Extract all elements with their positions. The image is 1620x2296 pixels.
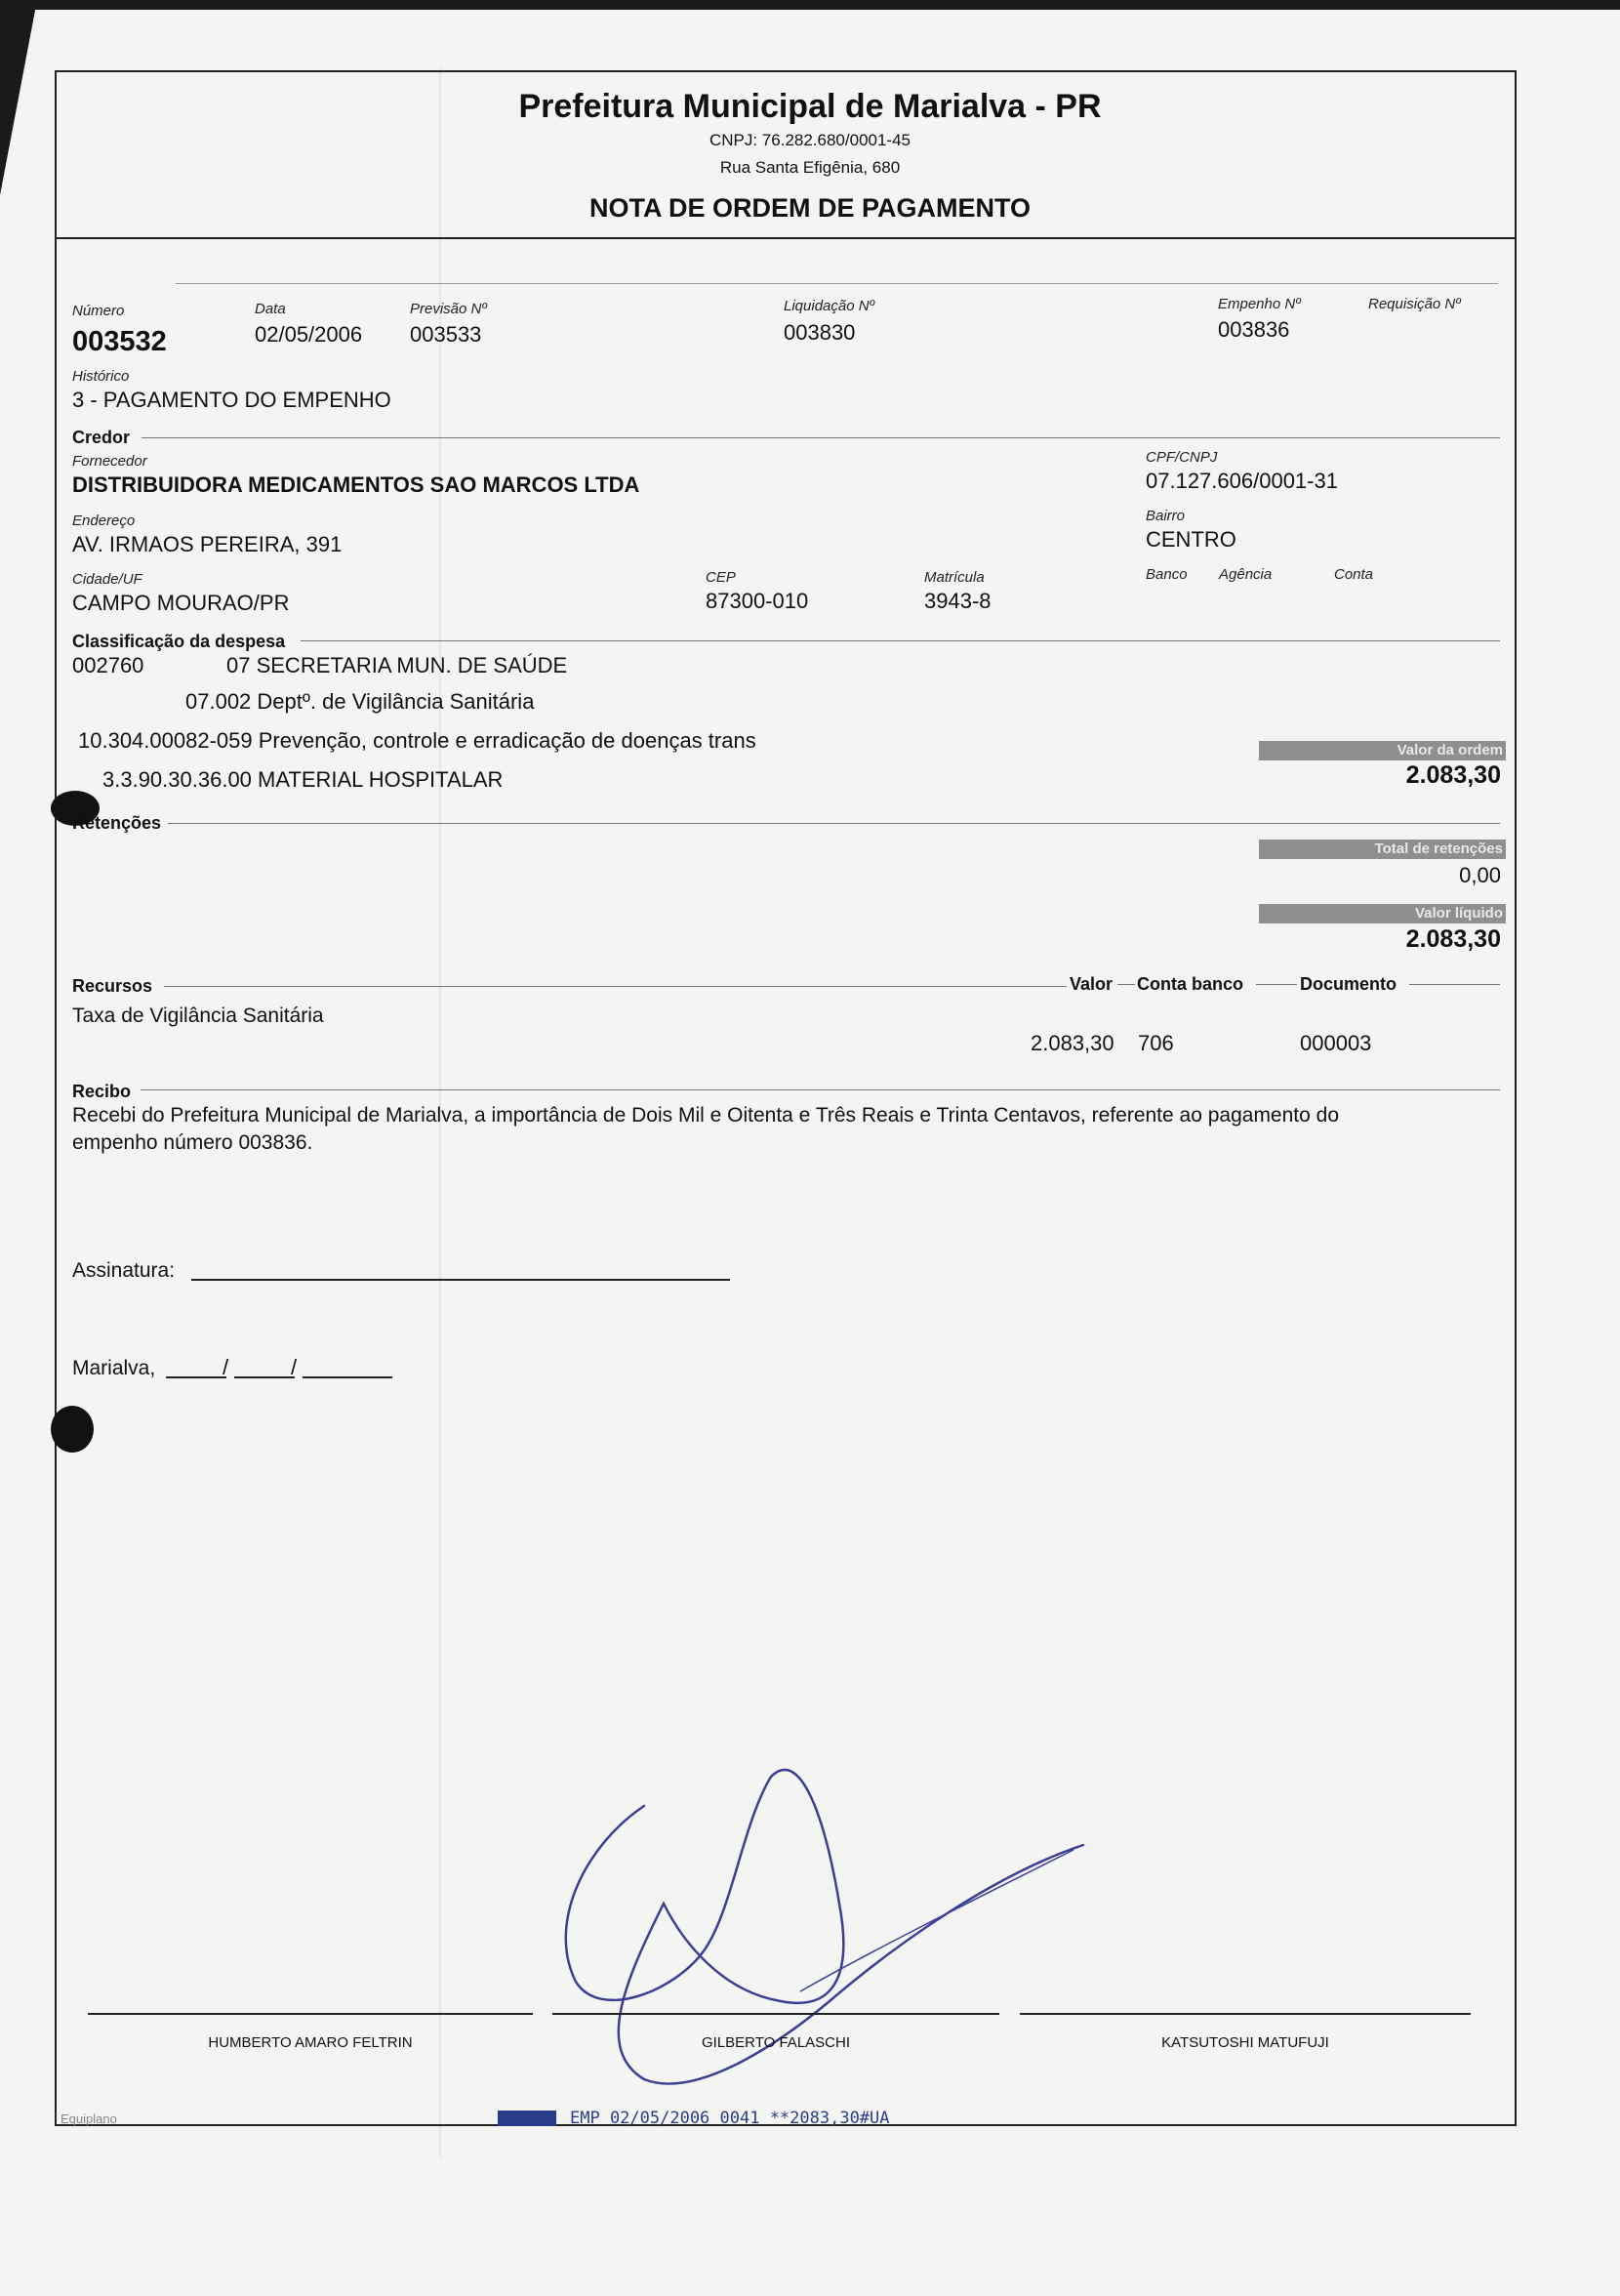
matricula-label: Matrícula [924,569,985,586]
recursos-conta: 706 [1138,1031,1174,1055]
handwritten-signature [547,1757,1093,2118]
recursos-descricao: Taxa de Vigilância Sanitária [72,1004,324,1027]
retencoes-rule [168,823,1500,824]
local-label: Marialva, [72,1357,156,1379]
bairro-value: CENTRO [1146,527,1236,552]
recursos-valor-label: Valor [1070,974,1114,994]
recibo-text-line2: empenho número 003836. [72,1131,313,1154]
recursos-rule-3 [1256,984,1297,985]
total-retencoes-value: 0,00 [1459,863,1501,887]
municipality-title: Prefeitura Municipal de Marialva - PR [518,88,1102,125]
municipality-cnpj: CNPJ: 76.282.680/0001-45 [709,131,911,149]
cpf-label: CPF/CNPJ [1146,449,1218,466]
bairro-label: Bairro [1146,508,1186,524]
recibo-text-line1: Recebi do Prefeitura Municipal de Marialva, a importância de Dois Mil e Oitenta e Três Reais e Trinta Centavos, referente ao pagamento do [72,1104,1340,1127]
banco-label: Banco [1146,566,1188,583]
liquidacao-value: 003830 [784,320,856,345]
data-label: Data [255,301,286,317]
valor-liquido-label: Valor líquido [1259,904,1506,923]
classificacao-funcional: 10.304.00082-059 Prevenção, controle e erradicação de doenças trans [78,728,756,753]
recursos-valor: 2.083,30 [1031,1031,1114,1055]
classificacao-elemento: 3.3.90.30.36.00 MATERIAL HOSPITALAR [102,767,504,792]
historico-value: 3 - PAGAMENTO DO EMPENHO [72,388,391,412]
signatory-3: KATSUTOSHI MATUFUJI [1161,2034,1329,2051]
empenho-label: Empenho Nº [1218,296,1301,312]
numero-label: Número [72,303,125,319]
payment-stamp [498,2109,890,2128]
recursos-rule-2 [1117,984,1135,985]
signature-line-3 [1020,2013,1471,2015]
endereco-value: AV. IRMAOS PEREIRA, 391 [72,532,343,556]
previsao-value: 003533 [410,322,482,347]
assinatura-label: Assinatura: [72,1259,176,1282]
software-footer: Equiplano [61,2112,117,2126]
total-retencoes-label: Total de retenções [1259,840,1506,859]
municipality-address: Rua Santa Efigênia, 680 [719,158,901,177]
fornecedor-value: DISTRIBUIDORA MEDICAMENTOS SAO MARCOS LTDA [72,472,640,497]
recursos-documento-label: Documento [1300,974,1397,994]
cep-label: CEP [706,569,736,586]
recibo-rule [141,1089,1500,1090]
cpf-value: 07.127.606/0001-31 [1146,469,1338,493]
liquidacao-label: Liquidação Nº [784,298,875,314]
credor-section: Credor [72,428,131,447]
signature-line-1 [88,2013,533,2015]
historico-label: Histórico [72,368,130,385]
signatory-2: GILBERTO FALASCHI [702,2034,850,2051]
valor-ordem-value: 2.083,30 [1405,761,1501,789]
empenho-value: 003836 [1218,317,1290,342]
document-title: NOTA DE ORDEM DE PAGAMENTO [588,193,1031,223]
recursos-documento: 000003 [1300,1031,1372,1055]
signatory-1: HUMBERTO AMARO FELTRIN [208,2034,413,2051]
classificacao-rule [301,640,1500,641]
payment-stamp-text: EMP 02/05/2006 0041 **2083,30#UA [570,2109,890,2128]
matricula-value: 3943-8 [924,589,992,613]
valor-liquido-value: 2.083,30 [1405,925,1501,953]
agencia-label: Agência [1219,566,1273,583]
recursos-section: Recursos [72,976,153,996]
classificacao-codigo: 002760 [72,653,144,677]
credor-rule [142,437,1500,438]
conta-label: Conta [1334,566,1374,583]
recursos-conta-label: Conta banco [1137,974,1244,994]
numero-value: 003532 [72,326,167,357]
retencoes-section: Retenções [72,813,162,833]
recursos-rule [164,986,1067,987]
scan-border-top [0,0,1620,10]
stamp-logo-icon [498,2111,556,2126]
valor-ordem-label: Valor da ordem [1259,741,1506,760]
fornecedor-label: Fornecedor [72,453,147,470]
header-separator [55,237,1517,239]
cidade-label: Cidade/UF [72,571,142,588]
punch-hole-mark-2 [51,1406,94,1453]
header-thin-rule [176,283,1498,284]
recibo-section: Recibo [72,1082,132,1101]
cep-value: 87300-010 [706,589,809,613]
classificacao-section: Classificação da despesa [72,632,286,651]
previsao-label: Previsão Nº [410,301,487,317]
cidade-value: CAMPO MOURAO/PR [72,591,290,615]
assinatura-line [191,1279,730,1281]
recursos-rule-4 [1409,984,1500,985]
classificacao-unidade: 07.002 Deptº. de Vigilância Sanitária [185,689,535,714]
classificacao-orgao: 07 SECRETARIA MUN. DE SAÚDE [226,653,568,677]
requisicao-label: Requisição Nº [1368,296,1461,312]
data-value: 02/05/2006 [255,322,363,347]
endereco-label: Endereço [72,512,136,529]
signature-line-2 [552,2013,999,2015]
